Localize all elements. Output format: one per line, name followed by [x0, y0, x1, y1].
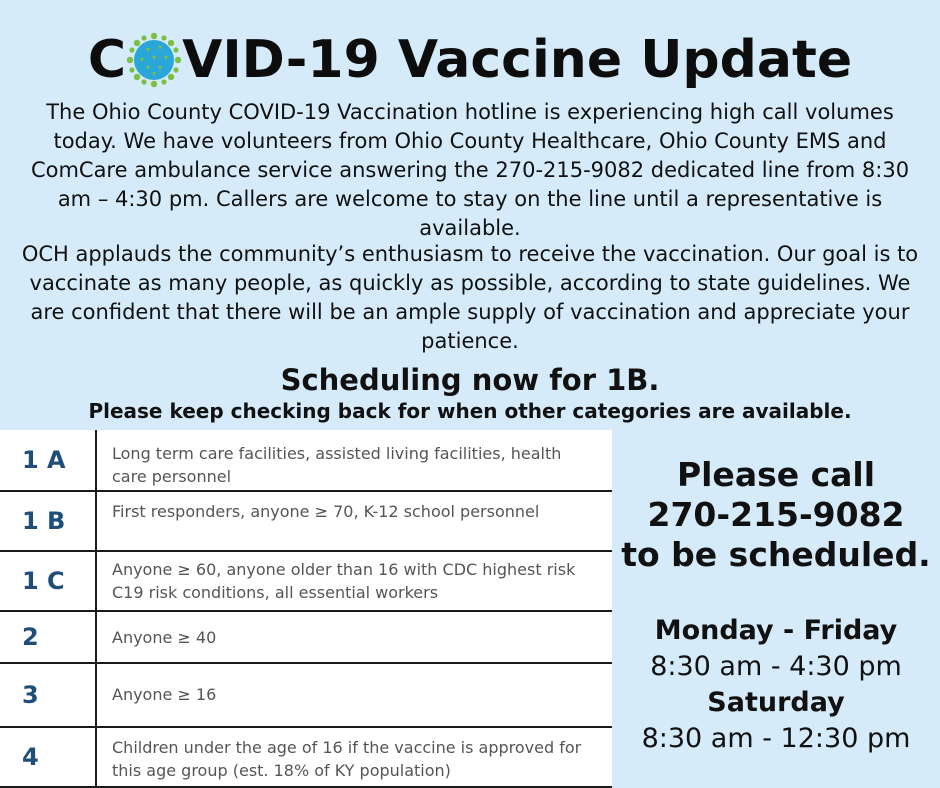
table-row	[0, 612, 612, 664]
category-code: 1 C	[22, 567, 65, 595]
weekday-time: 8:30 am - 4:30 pm	[650, 651, 902, 682]
title-right: VID-19 Vaccine Update	[182, 30, 853, 90]
title-left: C	[87, 30, 127, 90]
column-divider	[95, 430, 97, 788]
table-row	[0, 430, 612, 492]
call-line-3: to be scheduled.	[621, 535, 931, 574]
coronavirus-icon	[126, 32, 182, 88]
category-description: Children under the age of 16 if the vaccine is approved for this age group (est. 18% of KY population)	[112, 738, 582, 780]
table-row	[0, 728, 612, 788]
category-code: 3	[22, 681, 39, 709]
category-description: Anyone ≥ 16	[112, 685, 217, 704]
weekday-label: Monday - Friday	[654, 615, 898, 646]
community-paragraph: OCH applauds the community’s enthusiasm to receive the vaccination. Our goal is to vaccinate as many people, as quickly as possible, according to state guidelines. We are confident that there will be an ample supply of vaccination and appreciate your patience.	[21, 242, 919, 353]
vaccine-category-table	[0, 430, 612, 788]
table-row	[0, 664, 612, 728]
scheduling-headline: Scheduling now for 1B.	[280, 363, 660, 397]
category-description: Anyone ≥ 60, anyone older than 16 with CDC highest risk C19 risk conditions, all essential workers	[112, 560, 576, 602]
category-description: Anyone ≥ 40	[112, 628, 217, 647]
category-description: First responders, anyone ≥ 70, K-12 school personnel	[112, 502, 540, 521]
call-to-action	[612, 455, 940, 575]
category-description: Long term care facilities, assisted living facilities, health care personnel	[112, 444, 562, 486]
call-line-1: Please call	[676, 455, 876, 494]
category-code: 1 A	[22, 446, 66, 474]
saturday-label: Saturday	[707, 687, 845, 718]
scheduling-subline: Please keep checking back for when other categories are available.	[88, 399, 852, 423]
hotline-paragraph: The Ohio County COVID-19 Vaccination hotline is experiencing high call volumes today. We have volunteers from Ohio County Healthcare, Ohio County EMS and ComCare ambulance service answering the 270-215-9082 dedicated line from 8:30 am – 4:30 pm. Callers are welcome to stay on the line until a representative is available.	[30, 100, 910, 240]
category-code: 2	[22, 623, 39, 651]
table-row	[0, 492, 612, 552]
category-code: 4	[22, 743, 39, 771]
hours-block	[612, 613, 940, 757]
category-code: 1 B	[22, 507, 66, 535]
table-row	[0, 552, 612, 612]
phone-number: 270-215-9082	[647, 495, 905, 534]
saturday-time: 8:30 am - 12:30 pm	[641, 723, 911, 754]
page-title	[0, 30, 940, 90]
